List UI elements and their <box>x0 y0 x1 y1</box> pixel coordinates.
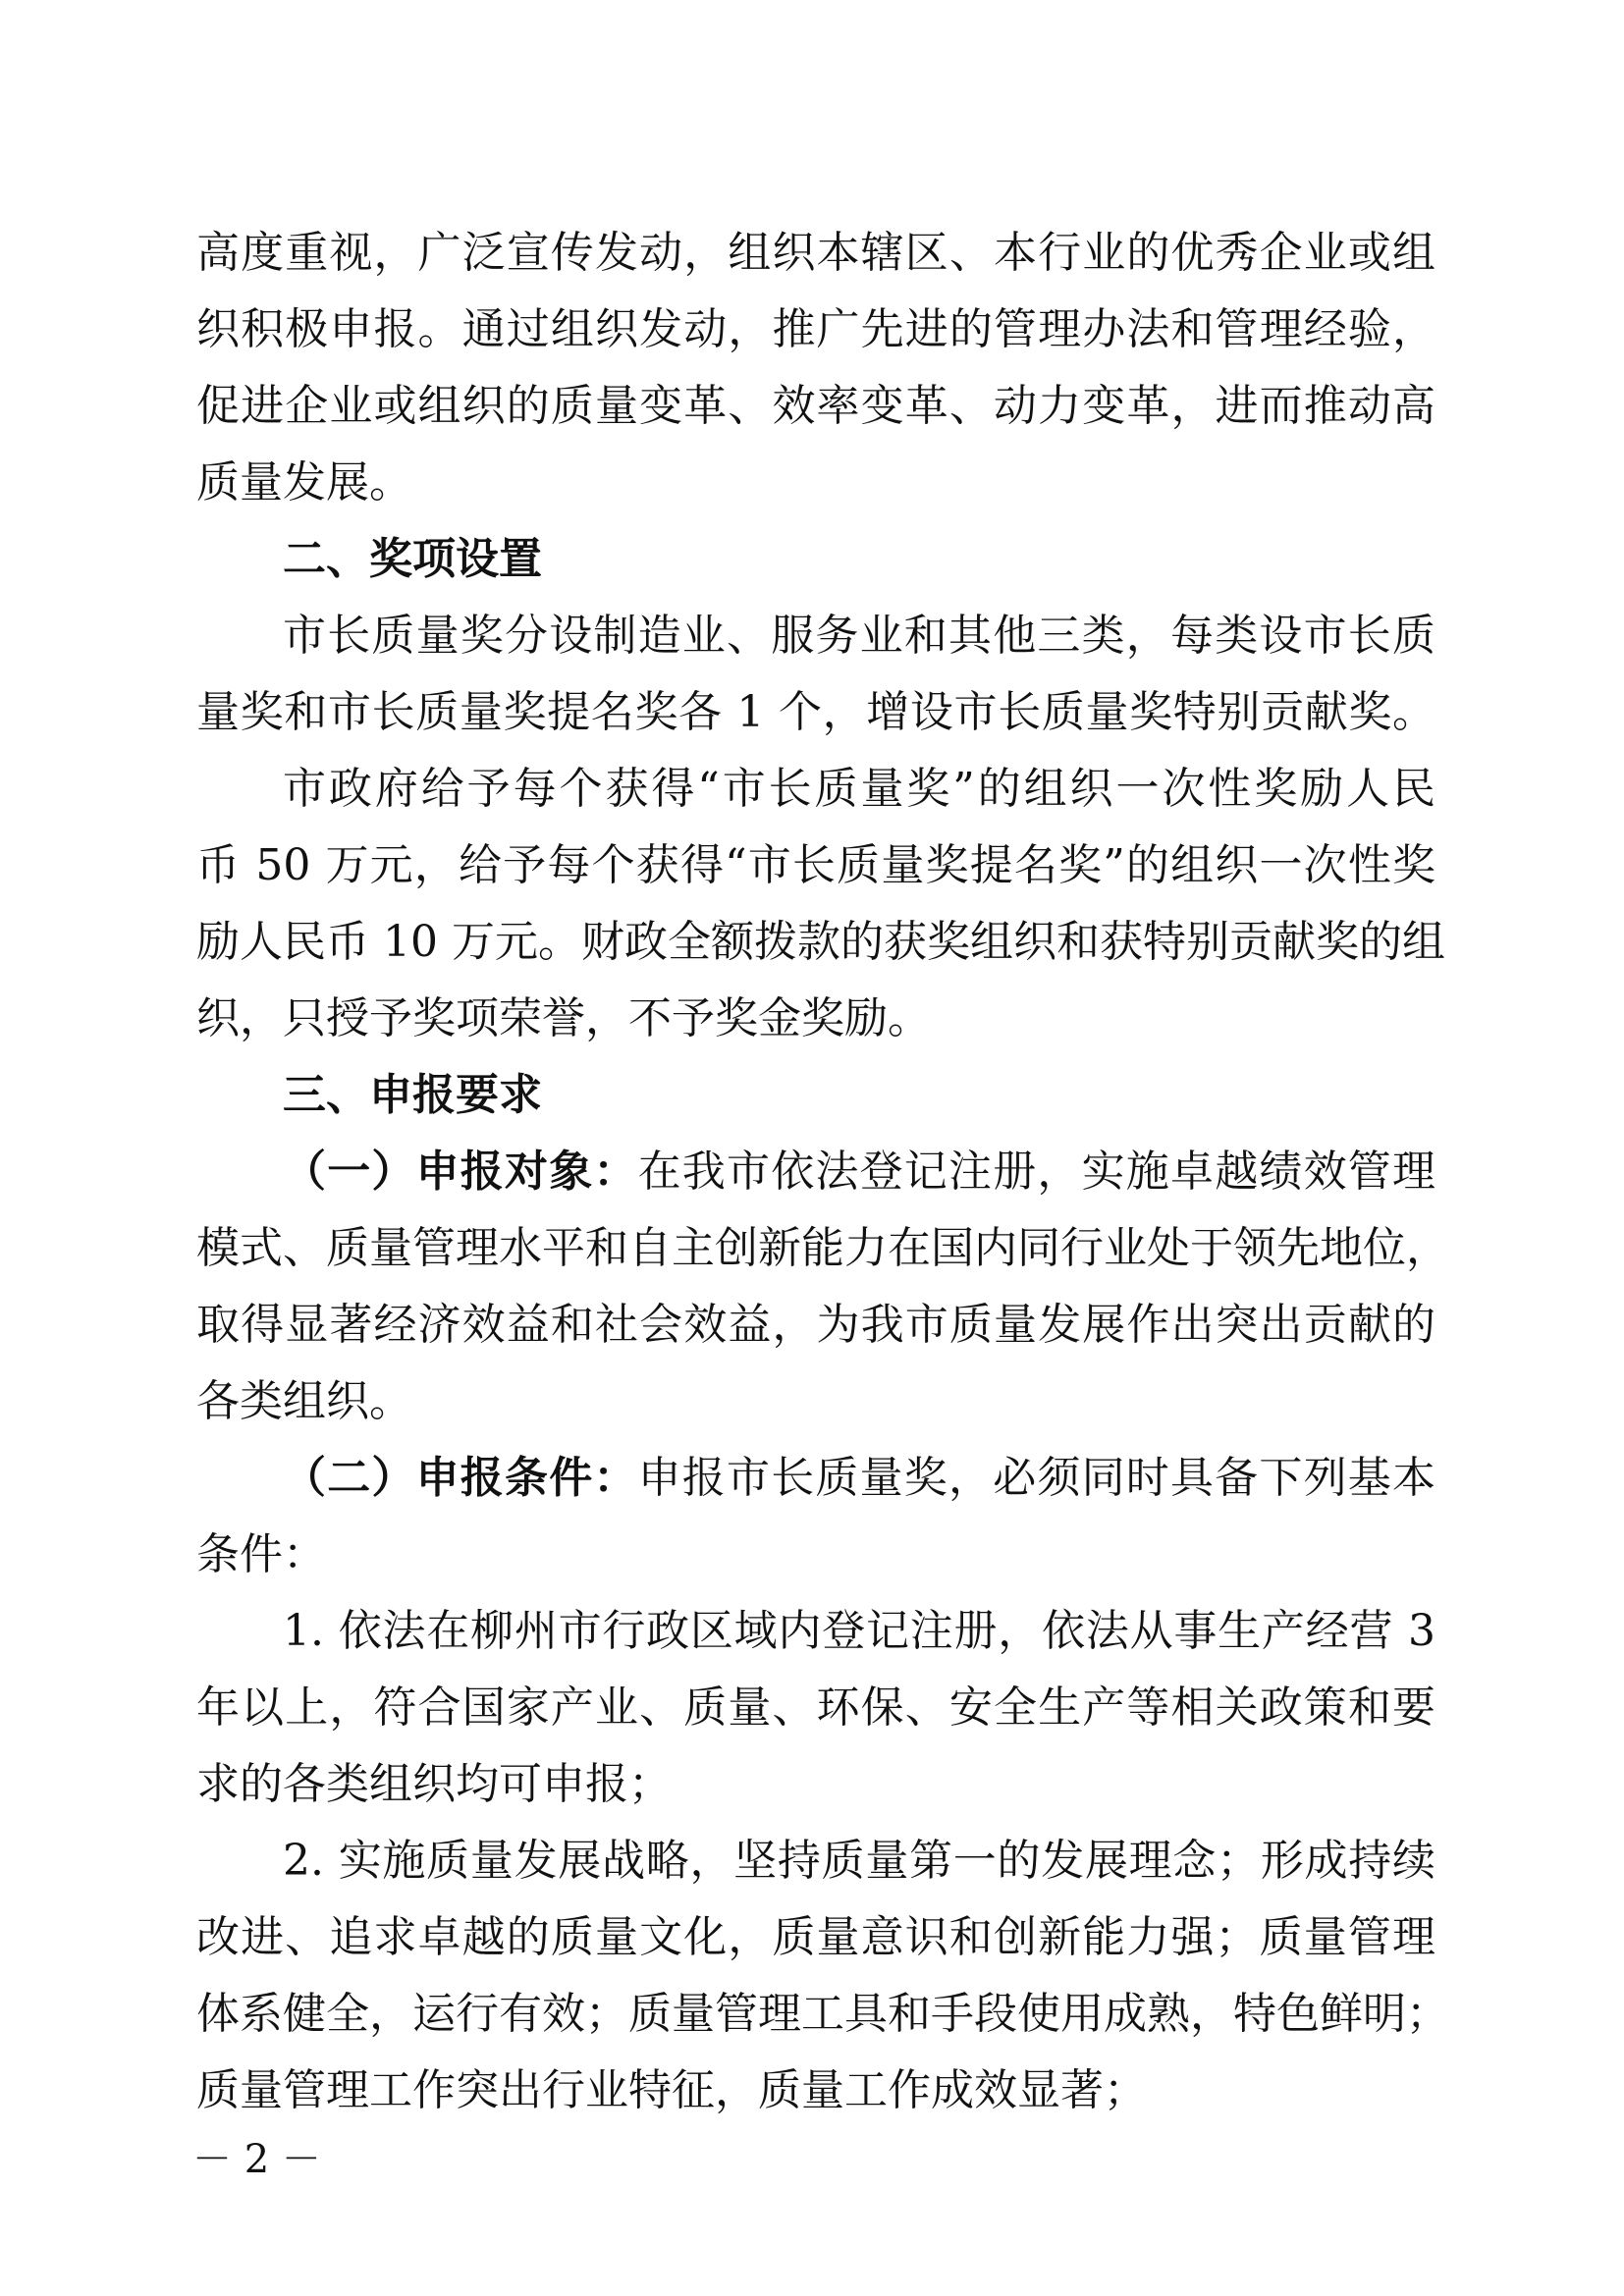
text-line: 织，只授予奖项荣誉，不予奖金奖励。 <box>196 993 931 1043</box>
text-line: 励人民币 10 万元。财政全额拨款的获奖组织和获特别贡献奖的组 <box>196 917 1445 967</box>
text-line: 求的各类组织均可申报； <box>196 1759 672 1809</box>
text-line: 取得显著经济效益和社会效益，为我市质量发展作出突出贡献的 <box>196 1300 1435 1350</box>
paragraph-lead-line <box>283 1443 1435 1514</box>
text-line: 市长质量奖分设制造业、服务业和其他三类，每类设市长质 <box>283 611 1435 661</box>
text-line: 模式、质量管理水平和自主创新能力在国内同行业处于领先地位， <box>196 1223 1449 1273</box>
text-line: 币 50 万元，给予每个获得“市长质量奖提名奖”的组织一次性奖 <box>196 840 1435 890</box>
section-heading-awards: 二、奖项设置 <box>283 534 542 584</box>
paragraph-lead-line <box>283 1137 1435 1207</box>
text-line: 织积极申报。通过组织发动，推广先进的管理办法和管理经验， <box>196 304 1435 354</box>
text-line: 体系健全，运行有效；质量管理工具和手段使用成熟，特色鲜明； <box>196 1989 1449 2039</box>
text-line: 改进、追求卓越的质量文化，质量意识和创新能力强；质量管理 <box>196 1912 1435 1962</box>
lead-label-applicant: （一）申报对象： <box>283 1147 638 1197</box>
page-number: － 2 － <box>192 2137 321 2182</box>
text-line: 年以上，符合国家产业、质量、环保、安全生产等相关政策和要 <box>196 1682 1435 1733</box>
lead-label-conditions: （二）申报条件： <box>283 1453 638 1503</box>
lead-text: 在我市依法登记注册，实施卓越绩效管理 <box>637 1147 1436 1197</box>
text-line: 量奖和市长质量奖提名奖各 1 个，增设市长质量奖特别贡献奖。 <box>196 687 1435 737</box>
text-line: 条件： <box>196 1529 326 1579</box>
lead-text: 申报市长质量奖，必须同时具备下列基本 <box>637 1453 1436 1503</box>
text-line: 各类组织。 <box>196 1376 412 1426</box>
text-line: 1. 依法在柳州市行政区域内登记注册，依法从事生产经营 3 <box>283 1606 1435 1656</box>
text-line: 质量发展。 <box>196 457 412 507</box>
text-line: 市政府给予每个获得“市长质量奖”的组织一次性奖励人民 <box>283 764 1435 814</box>
section-heading-requirements: 三、申报要求 <box>283 1070 542 1120</box>
text-line: 高度重视，广泛宣传发动，组织本辖区、本行业的优秀企业或组 <box>196 228 1435 278</box>
text-line: 2. 实施质量发展战略，坚持质量第一的发展理念；形成持续 <box>283 1836 1435 1886</box>
text-line: 质量管理工作突出行业特征，质量工作成效显著； <box>196 2065 1147 2115</box>
text-line: 促进企业或组织的质量变革、效率变革、动力变革，进而推动高 <box>196 381 1435 431</box>
